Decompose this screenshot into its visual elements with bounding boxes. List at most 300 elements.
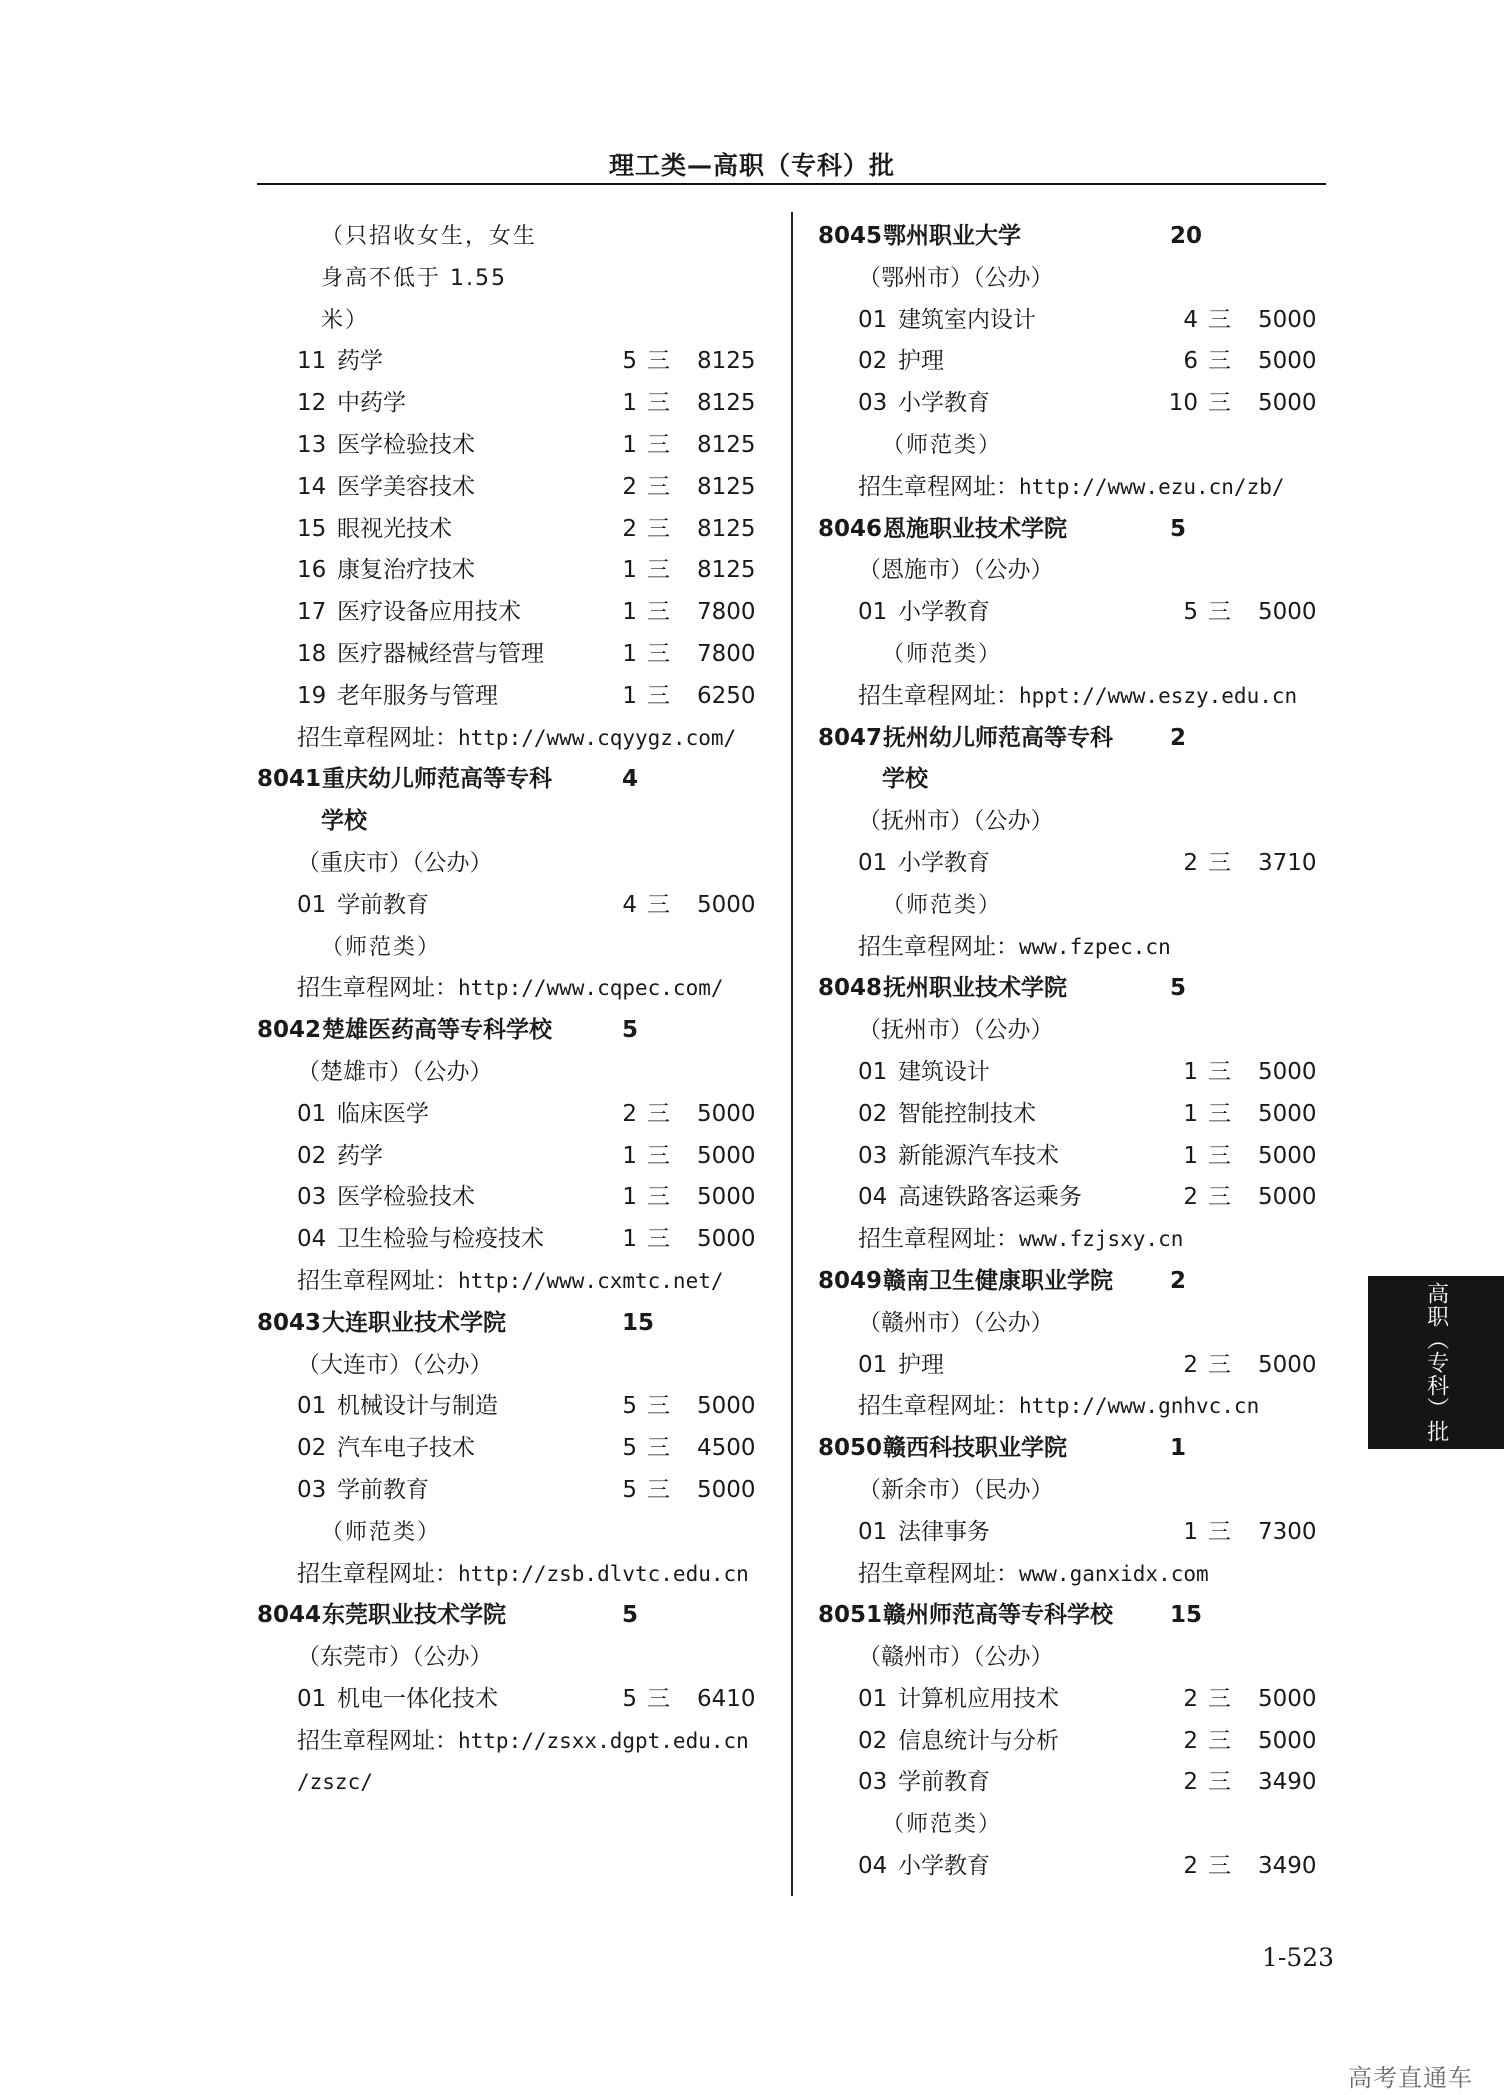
major-code: 01 [858, 1351, 888, 1378]
major-code: 15 [297, 515, 327, 542]
school-quota: 1 [1170, 1435, 1187, 1462]
major-code: 14 [297, 473, 327, 500]
major-row [257, 1177, 767, 1219]
major-row [257, 1679, 767, 1721]
admission-url-row [257, 1261, 767, 1303]
school-quota: 20 [1170, 223, 1203, 249]
major-name: 医学检验技术 [337, 1184, 475, 1211]
school-location [818, 801, 1318, 843]
school-location [818, 1010, 1318, 1052]
major-quota: 1 [622, 557, 637, 584]
major-tuition: 7800 [697, 599, 756, 626]
school-entry [818, 216, 1318, 258]
major-quota: 1 [1183, 1058, 1198, 1085]
major-tuition: 7300 [1258, 1518, 1317, 1545]
left-column [257, 216, 767, 1804]
major-duration: 三 [647, 599, 670, 626]
major-code: 01 [858, 1685, 888, 1712]
major-duration: 三 [647, 1100, 670, 1127]
major-tuition: 3490 [1258, 1769, 1317, 1796]
major-code: 02 [858, 1727, 888, 1754]
school-code: 8047 [818, 724, 883, 751]
major-name: 智能控制技术 [898, 1100, 1036, 1127]
major-name: 小学教育 [898, 599, 990, 626]
major-row [257, 1136, 767, 1178]
major-code: 04 [297, 1226, 327, 1253]
major-duration: 三 [647, 1476, 670, 1503]
major-name: 医疗设备应用技术 [337, 599, 521, 626]
major-tuition: 5000 [697, 1184, 756, 1211]
major-code: 01 [858, 306, 888, 333]
major-tuition: 5000 [1258, 599, 1317, 626]
url-label: 招生章程网址： [297, 724, 458, 751]
school-name-continuation [818, 759, 1318, 801]
school-name: 抚州幼儿师范高等专科 [883, 724, 1113, 751]
major-tuition: 5000 [1258, 1058, 1317, 1085]
location-text: （大连市）（公办） [297, 1351, 493, 1378]
major-code: 03 [858, 1769, 888, 1796]
url-link: http://www.gnhvc.cn [1019, 1394, 1260, 1419]
url-label: 招生章程网址： [858, 1393, 1019, 1420]
major-row [818, 592, 1318, 634]
school-code: 8051 [818, 1602, 883, 1629]
major-tuition: 5000 [1258, 1685, 1317, 1712]
major-quota: 1 [622, 640, 637, 667]
major-duration: 三 [647, 682, 670, 709]
major-duration: 三 [1208, 1142, 1231, 1169]
major-duration: 三 [1208, 1518, 1231, 1545]
school-entry [257, 759, 767, 801]
major-name: 建筑室内设计 [898, 306, 1036, 333]
major-name: 医疗器械经营与管理 [337, 640, 544, 667]
major-tuition: 5000 [1258, 348, 1317, 375]
major-row [818, 341, 1318, 383]
major-name: 药学 [337, 348, 383, 375]
major-row [257, 383, 767, 425]
major-code: 01 [858, 849, 888, 876]
major-name: 计算机应用技术 [898, 1685, 1059, 1712]
major-name: 学前教育 [337, 891, 429, 918]
note-line [257, 258, 767, 300]
major-quota: 1 [1183, 1100, 1198, 1127]
admission-url-row [818, 1554, 1318, 1596]
major-duration: 三 [647, 431, 670, 458]
location-text: （抚州市）（公办） [858, 808, 1054, 835]
major-row [257, 550, 767, 592]
major-code: 02 [858, 1100, 888, 1127]
note-line [257, 216, 767, 258]
major-code: 03 [297, 1476, 327, 1503]
school-quota: 15 [1170, 1602, 1203, 1629]
major-quota: 5 [1183, 599, 1198, 626]
major-tuition: 7800 [697, 640, 756, 667]
major-duration: 三 [1208, 1058, 1231, 1085]
school-name: 东莞职业技术学院 [322, 1602, 506, 1629]
major-duration: 三 [1208, 1184, 1231, 1211]
major-row [257, 676, 767, 718]
major-code: 02 [297, 1435, 327, 1462]
major-tuition: 8125 [697, 431, 756, 458]
admission-url-row [257, 968, 767, 1010]
major-name: 新能源汽车技术 [898, 1142, 1059, 1169]
major-name: 药学 [337, 1142, 383, 1169]
major-quota: 1 [622, 599, 637, 626]
major-row [257, 509, 767, 551]
major-name: 中药学 [337, 390, 406, 417]
major-code: 11 [297, 348, 327, 375]
major-code: 13 [297, 431, 327, 458]
major-code: 04 [858, 1184, 888, 1211]
location-text: （楚雄市）（公办） [297, 1058, 493, 1085]
school-entry [257, 1595, 767, 1637]
school-entry [818, 509, 1318, 551]
major-code: 12 [297, 390, 327, 417]
school-location [818, 258, 1318, 300]
major-quota: 5 [622, 1476, 637, 1503]
major-tuition: 5000 [1258, 1100, 1317, 1127]
major-duration: 三 [1208, 599, 1231, 626]
major-name: 医学美容技术 [337, 473, 475, 500]
note-text: （只招收女生，女生 [321, 224, 538, 249]
note-text: （师范类） [321, 934, 442, 960]
major-tuition: 5000 [1258, 1351, 1317, 1378]
url-link: www.ganxidx.com [1019, 1561, 1209, 1586]
school-entry [818, 1428, 1318, 1470]
major-row [818, 1136, 1318, 1178]
school-location [818, 550, 1318, 592]
major-name: 临床医学 [337, 1100, 429, 1127]
note-text: 米） [321, 307, 370, 333]
major-quota: 2 [622, 515, 637, 542]
major-name: 小学教育 [898, 1853, 990, 1880]
note-line [257, 300, 767, 342]
major-quota: 10 [1168, 390, 1198, 417]
note-line [818, 885, 1318, 927]
school-entry [818, 968, 1318, 1010]
major-code: 18 [297, 640, 327, 667]
url-link: http://www.ezu.cn/zb/ [1019, 474, 1285, 499]
major-tuition: 3490 [1258, 1853, 1317, 1880]
major-name: 眼视光技术 [337, 515, 452, 542]
major-tuition: 8125 [697, 473, 756, 500]
major-duration: 三 [1208, 348, 1231, 375]
location-text: （东莞市）（公办） [297, 1644, 493, 1671]
major-tuition: 5000 [1258, 306, 1317, 333]
major-code: 01 [297, 1393, 327, 1420]
school-entry [257, 1010, 767, 1052]
school-code: 8048 [818, 975, 883, 1002]
school-code: 8043 [257, 1309, 322, 1336]
major-quota: 5 [622, 1393, 637, 1420]
url-link: http://www.cqyygz.com/ [458, 725, 737, 750]
url-label: 招生章程网址： [858, 1226, 1019, 1253]
school-quota: 5 [1170, 975, 1187, 1002]
admission-url-row [257, 1721, 767, 1763]
school-location [257, 1345, 767, 1387]
major-quota: 2 [1183, 1727, 1198, 1754]
note-line [818, 634, 1318, 676]
major-code: 02 [858, 348, 888, 375]
side-tab-label: 高职（专科）批 [1423, 1282, 1449, 1443]
school-code: 8042 [257, 1017, 322, 1044]
school-code: 8049 [818, 1267, 883, 1294]
major-duration: 三 [1208, 1853, 1231, 1880]
major-duration: 三 [647, 1685, 670, 1712]
major-duration: 三 [1208, 1727, 1231, 1754]
admission-url-row [818, 927, 1318, 969]
major-quota: 2 [1183, 849, 1198, 876]
school-name: 赣南卫生健康职业学院 [883, 1267, 1113, 1294]
school-quota: 2 [1170, 724, 1187, 751]
major-name: 法律事务 [898, 1518, 990, 1545]
major-quota: 1 [622, 390, 637, 417]
major-tuition: 5000 [1258, 1727, 1317, 1754]
location-text: （鄂州市）（公办） [858, 264, 1054, 291]
major-row [257, 885, 767, 927]
url-link: http://zsb.dlvtc.edu.cn [458, 1561, 749, 1586]
column-divider [791, 212, 793, 1896]
major-duration: 三 [1208, 1351, 1231, 1378]
major-name: 护理 [898, 1351, 944, 1378]
major-row [818, 1512, 1318, 1554]
major-name: 卫生检验与检疫技术 [337, 1226, 544, 1253]
school-name: 大连职业技术学院 [322, 1309, 506, 1336]
note-text: （师范类） [882, 432, 1003, 458]
major-duration: 三 [1208, 849, 1231, 876]
major-duration: 三 [647, 515, 670, 542]
major-quota: 6 [1183, 348, 1198, 375]
major-row [818, 1679, 1318, 1721]
major-name: 机电一体化技术 [337, 1685, 498, 1712]
major-tuition: 8125 [697, 390, 756, 417]
url-label: 招生章程网址： [858, 1560, 1019, 1587]
major-tuition: 5000 [697, 1100, 756, 1127]
major-row [257, 467, 767, 509]
school-name: 鄂州职业大学 [883, 223, 1021, 249]
location-text: （恩施市）（公办） [858, 557, 1054, 584]
note-text: （师范类） [882, 892, 1003, 918]
major-code: 03 [858, 390, 888, 417]
major-duration: 三 [647, 348, 670, 375]
major-row [257, 1219, 767, 1261]
school-name: 赣州师范高等专科学校 [883, 1602, 1113, 1629]
major-row [818, 1052, 1318, 1094]
url-link: www.fzjsxy.cn [1019, 1227, 1184, 1252]
major-quota: 2 [1183, 1853, 1198, 1880]
major-row [257, 1386, 767, 1428]
major-quota: 4 [1183, 306, 1198, 333]
major-tuition: 5000 [1258, 1142, 1317, 1169]
major-tuition: 5000 [697, 1142, 756, 1169]
url-label: 招生章程网址： [858, 473, 1019, 500]
school-quota: 5 [1170, 515, 1187, 542]
major-row [818, 1721, 1318, 1763]
major-quota: 2 [622, 473, 637, 500]
note-line [818, 1804, 1318, 1846]
major-quota: 1 [1183, 1142, 1198, 1169]
school-entry [818, 1261, 1318, 1303]
major-code: 02 [297, 1142, 327, 1169]
school-quota: 4 [622, 766, 639, 793]
major-duration: 三 [647, 1393, 670, 1420]
major-name: 高速铁路客运乘务 [898, 1184, 1082, 1211]
url-link: http://www.cqpec.com/ [458, 976, 724, 1001]
school-name-cont: 学校 [882, 766, 928, 793]
url-link: http://zsxx.dgpt.edu.cn [458, 1728, 749, 1753]
major-name: 学前教育 [337, 1476, 429, 1503]
note-line [257, 927, 767, 969]
location-text: （新余市）（民办） [858, 1476, 1054, 1503]
major-tuition: 5000 [697, 1476, 756, 1503]
school-location [818, 1303, 1318, 1345]
major-quota: 5 [622, 1435, 637, 1462]
major-duration: 三 [647, 1142, 670, 1169]
note-line [257, 1512, 767, 1554]
major-row [257, 1094, 767, 1136]
school-entry [257, 1303, 767, 1345]
note-line [818, 425, 1318, 467]
major-quota: 2 [1183, 1769, 1198, 1796]
major-duration: 三 [1208, 1100, 1231, 1127]
major-code: 03 [297, 1184, 327, 1211]
major-row [257, 341, 767, 383]
major-quota: 1 [622, 1184, 637, 1211]
major-row [818, 1846, 1318, 1888]
major-quota: 4 [622, 891, 637, 918]
school-code: 8041 [257, 766, 322, 793]
school-name: 抚州职业技术学院 [883, 975, 1067, 1002]
major-duration: 三 [647, 557, 670, 584]
major-duration: 三 [1208, 1685, 1231, 1712]
major-row [818, 300, 1318, 342]
major-row [257, 425, 767, 467]
major-quota: 1 [622, 1226, 637, 1253]
school-location [818, 1470, 1318, 1512]
major-name: 建筑设计 [898, 1058, 990, 1085]
url-link: hppt://www.eszy.edu.cn [1019, 683, 1298, 708]
major-duration: 三 [1208, 1769, 1231, 1796]
major-code: 01 [297, 1685, 327, 1712]
school-entry [818, 1595, 1318, 1637]
major-duration: 三 [1208, 390, 1231, 417]
major-tuition: 5000 [1258, 390, 1317, 417]
url-label: 招生章程网址： [858, 682, 1019, 709]
major-code: 01 [297, 891, 327, 918]
school-location [257, 1637, 767, 1679]
school-quota: 5 [622, 1602, 639, 1629]
major-duration: 三 [1208, 306, 1231, 333]
note-text: 身高不低于 1.55 [321, 265, 507, 291]
school-name: 恩施职业技术学院 [883, 515, 1067, 542]
major-name: 机械设计与制造 [337, 1393, 498, 1420]
major-name: 老年服务与管理 [337, 682, 498, 709]
major-code: 01 [297, 1100, 327, 1127]
major-quota: 2 [622, 1100, 637, 1127]
major-code: 03 [858, 1142, 888, 1169]
school-quota: 15 [622, 1309, 655, 1336]
school-code: 8050 [818, 1435, 883, 1462]
major-code: 17 [297, 599, 327, 626]
section-side-tab [1368, 1276, 1504, 1449]
header-rule [257, 183, 1326, 185]
url-link: http://www.cxmtc.net/ [458, 1268, 724, 1293]
major-duration: 三 [647, 390, 670, 417]
major-quota: 5 [622, 348, 637, 375]
major-tuition: 3710 [1258, 849, 1317, 876]
location-text: （抚州市）（公办） [858, 1017, 1054, 1044]
major-name: 学前教育 [898, 1769, 990, 1796]
school-code: 8045 [818, 223, 883, 249]
major-row [818, 383, 1318, 425]
admission-url-row [818, 1219, 1318, 1261]
note-text: （师范类） [882, 1812, 1003, 1838]
major-tuition: 8125 [697, 348, 756, 375]
url-label: 招生章程网址： [297, 1727, 458, 1754]
school-location [257, 1052, 767, 1094]
location-text: （重庆市）（公办） [297, 849, 493, 876]
major-name: 护理 [898, 348, 944, 375]
major-row [818, 843, 1318, 885]
major-quota: 2 [1183, 1184, 1198, 1211]
major-name: 医学检验技术 [337, 431, 475, 458]
major-duration: 三 [647, 1184, 670, 1211]
school-quota: 2 [1170, 1267, 1187, 1294]
major-tuition: 5000 [697, 1393, 756, 1420]
major-name: 汽车电子技术 [337, 1435, 475, 1462]
major-code: 04 [858, 1853, 888, 1880]
location-text: （赣州市）（公办） [858, 1644, 1054, 1671]
major-code: 01 [858, 599, 888, 626]
page-header-title: 理工类—高职（专科）批 [608, 151, 895, 180]
major-quota: 2 [1183, 1685, 1198, 1712]
major-tuition: 8125 [697, 557, 756, 584]
url-label: 招生章程网址： [297, 975, 458, 1002]
major-code: 01 [858, 1518, 888, 1545]
school-code: 8044 [257, 1602, 322, 1629]
major-row [818, 1345, 1318, 1387]
major-tuition: 6250 [697, 682, 756, 709]
school-name: 重庆幼儿师范高等专科 [322, 766, 552, 793]
major-code: 16 [297, 557, 327, 584]
major-name: 小学教育 [898, 849, 990, 876]
major-quota: 2 [1183, 1351, 1198, 1378]
major-tuition: 5000 [697, 1226, 756, 1253]
url-label: 招生章程网址： [297, 1560, 458, 1587]
location-text: （赣州市）（公办） [858, 1309, 1054, 1336]
major-duration: 三 [647, 891, 670, 918]
major-row [257, 592, 767, 634]
major-row [257, 634, 767, 676]
major-quota: 1 [622, 682, 637, 709]
school-quota: 5 [622, 1017, 639, 1044]
major-quota: 5 [622, 1685, 637, 1712]
admission-url-row [818, 467, 1318, 509]
url-label: 招生章程网址： [297, 1267, 458, 1294]
major-code: 19 [297, 682, 327, 709]
school-entry [818, 718, 1318, 760]
major-tuition: 8125 [697, 515, 756, 542]
school-name-cont: 学校 [321, 808, 367, 835]
major-duration: 三 [647, 473, 670, 500]
major-quota: 1 [622, 1142, 637, 1169]
admission-url-row [818, 1386, 1318, 1428]
note-text: （师范类） [321, 1519, 442, 1545]
major-row [257, 1428, 767, 1470]
url-label: 招生章程网址： [858, 933, 1019, 960]
page-number: 1-523 [1262, 1943, 1335, 1972]
admission-url-continuation [257, 1762, 767, 1804]
major-tuition: 6410 [697, 1685, 756, 1712]
